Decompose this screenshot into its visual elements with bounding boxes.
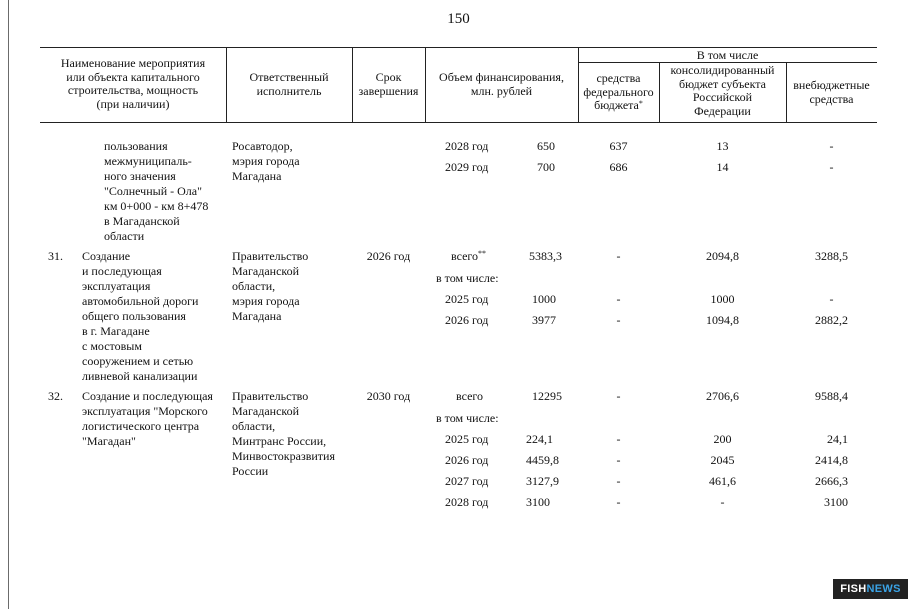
total-cell: 3127,9	[526, 474, 559, 488]
year-cell: 2026 год	[445, 453, 489, 467]
header-federal	[578, 72, 659, 113]
year-cell: 2026 год	[445, 313, 489, 327]
total-cell: 1000	[532, 292, 556, 306]
total-cell: 700	[537, 160, 555, 174]
offbudget-cell: -	[829, 160, 834, 174]
total-cell: 12295	[532, 389, 562, 403]
item-deadline: 2026 год	[366, 249, 411, 263]
federal-cell: -	[616, 474, 621, 488]
federal-cell: -	[616, 389, 621, 403]
regional-cell: 2706,6	[706, 389, 739, 403]
watermark-part2: NEWS	[866, 583, 901, 595]
offbudget-cell: 3100	[824, 495, 848, 509]
item-responsible: Правительство Магаданской области, Минтранс России, Минвостокразвития России	[232, 389, 335, 478]
regional-cell: 461,6	[709, 474, 736, 488]
header-offbudget: внебюджетные средства	[793, 78, 870, 106]
regional-cell: 2094,8	[706, 249, 739, 263]
federal-cell: -	[616, 495, 621, 509]
item-number: 32.	[48, 389, 63, 403]
footnote-mark: **	[478, 249, 487, 258]
offbudget-cell: -	[829, 139, 834, 153]
header-volume: Объем финансирования, млн. рублей	[439, 70, 564, 98]
federal-cell: 686	[609, 160, 628, 174]
watermark-part1: FISH	[840, 583, 867, 595]
federal-cell: -	[616, 313, 621, 327]
regional-cell: 14	[716, 160, 729, 174]
total-cell: 3977	[532, 313, 556, 327]
item-name: Создание и последующая эксплуатация "Морского логистического центра "Магадан"	[82, 389, 213, 448]
continuation-name: пользования межмуниципаль- ного значения "Солнечный - Ола" км 0+000 - км 8+478 в Магаданской области	[104, 139, 209, 243]
offbudget-cell: 2666,3	[815, 474, 848, 488]
fishnews-watermark	[833, 579, 908, 599]
header-responsible: Ответственный исполнитель	[249, 70, 329, 98]
regional-cell: 2045	[710, 453, 735, 467]
header-including: В том числе	[696, 48, 759, 62]
including-label: в том числе:	[436, 271, 499, 285]
total-cell: 5383,3	[529, 249, 562, 263]
federal-cell: 637	[609, 139, 628, 153]
header-federal-text: средства федерального бюджета	[583, 71, 654, 112]
item-deadline: 2030 год	[366, 389, 411, 403]
regional-cell: 1000	[710, 292, 735, 306]
continuation-responsible: Росавтодор, мэрия города Магадана	[232, 139, 300, 183]
total-label	[451, 249, 486, 264]
item-responsible: Правительство Магаданской области, мэрия города Магадана	[232, 249, 309, 323]
offbudget-cell: 3288,5	[815, 249, 848, 263]
total-label: всего	[456, 389, 484, 403]
offbudget-cell: 9588,4	[815, 389, 848, 403]
total-cell: 3100	[526, 495, 550, 509]
total-cell: 650	[537, 139, 555, 153]
regional-cell: 200	[713, 432, 732, 446]
year-cell: 2027 год	[445, 474, 489, 488]
header-name: Наименование мероприятия или объекта капитального строительства, мощность (при наличии)	[60, 56, 206, 111]
federal-cell: -	[616, 432, 621, 446]
year-cell: 2025 год	[445, 292, 489, 306]
header-bottom-rule	[40, 122, 877, 123]
federal-cell: -	[616, 453, 621, 467]
year-cell: 2029 год	[445, 160, 489, 174]
offbudget-cell: 2414,8	[815, 453, 848, 467]
offbudget-cell: 2882,2	[815, 313, 848, 327]
including-label: в том числе:	[436, 411, 499, 425]
page-left-border	[8, 0, 9, 609]
total-cell: 4459,8	[526, 453, 559, 467]
header-deadline: Срок завершения	[358, 70, 419, 98]
offbudget-cell: 24,1	[827, 432, 848, 446]
header-regional: консолидированный бюджет субъекта Российской Федерации	[670, 63, 775, 118]
page-number: 150	[447, 11, 470, 27]
item-name: Создание и последующая эксплуатация автомобильной дороги общего пользования в г. Магадане с мостовым сооружением и сетью ливневой канализации	[82, 249, 199, 383]
regional-cell: -	[720, 495, 725, 509]
federal-cell: -	[616, 292, 621, 306]
item-number: 31.	[48, 249, 63, 263]
regional-cell: 13	[716, 139, 729, 153]
total-cell: 224,1	[526, 432, 553, 446]
year-cell: 2028 год	[445, 495, 489, 509]
federal-cell: -	[616, 249, 621, 263]
total-label-text: всего	[451, 249, 479, 263]
offbudget-cell: -	[829, 292, 834, 306]
footnote-mark: *	[638, 99, 643, 108]
year-cell: 2025 год	[445, 432, 489, 446]
regional-cell: 1094,8	[706, 313, 739, 327]
year-cell: 2028 год	[445, 139, 489, 153]
